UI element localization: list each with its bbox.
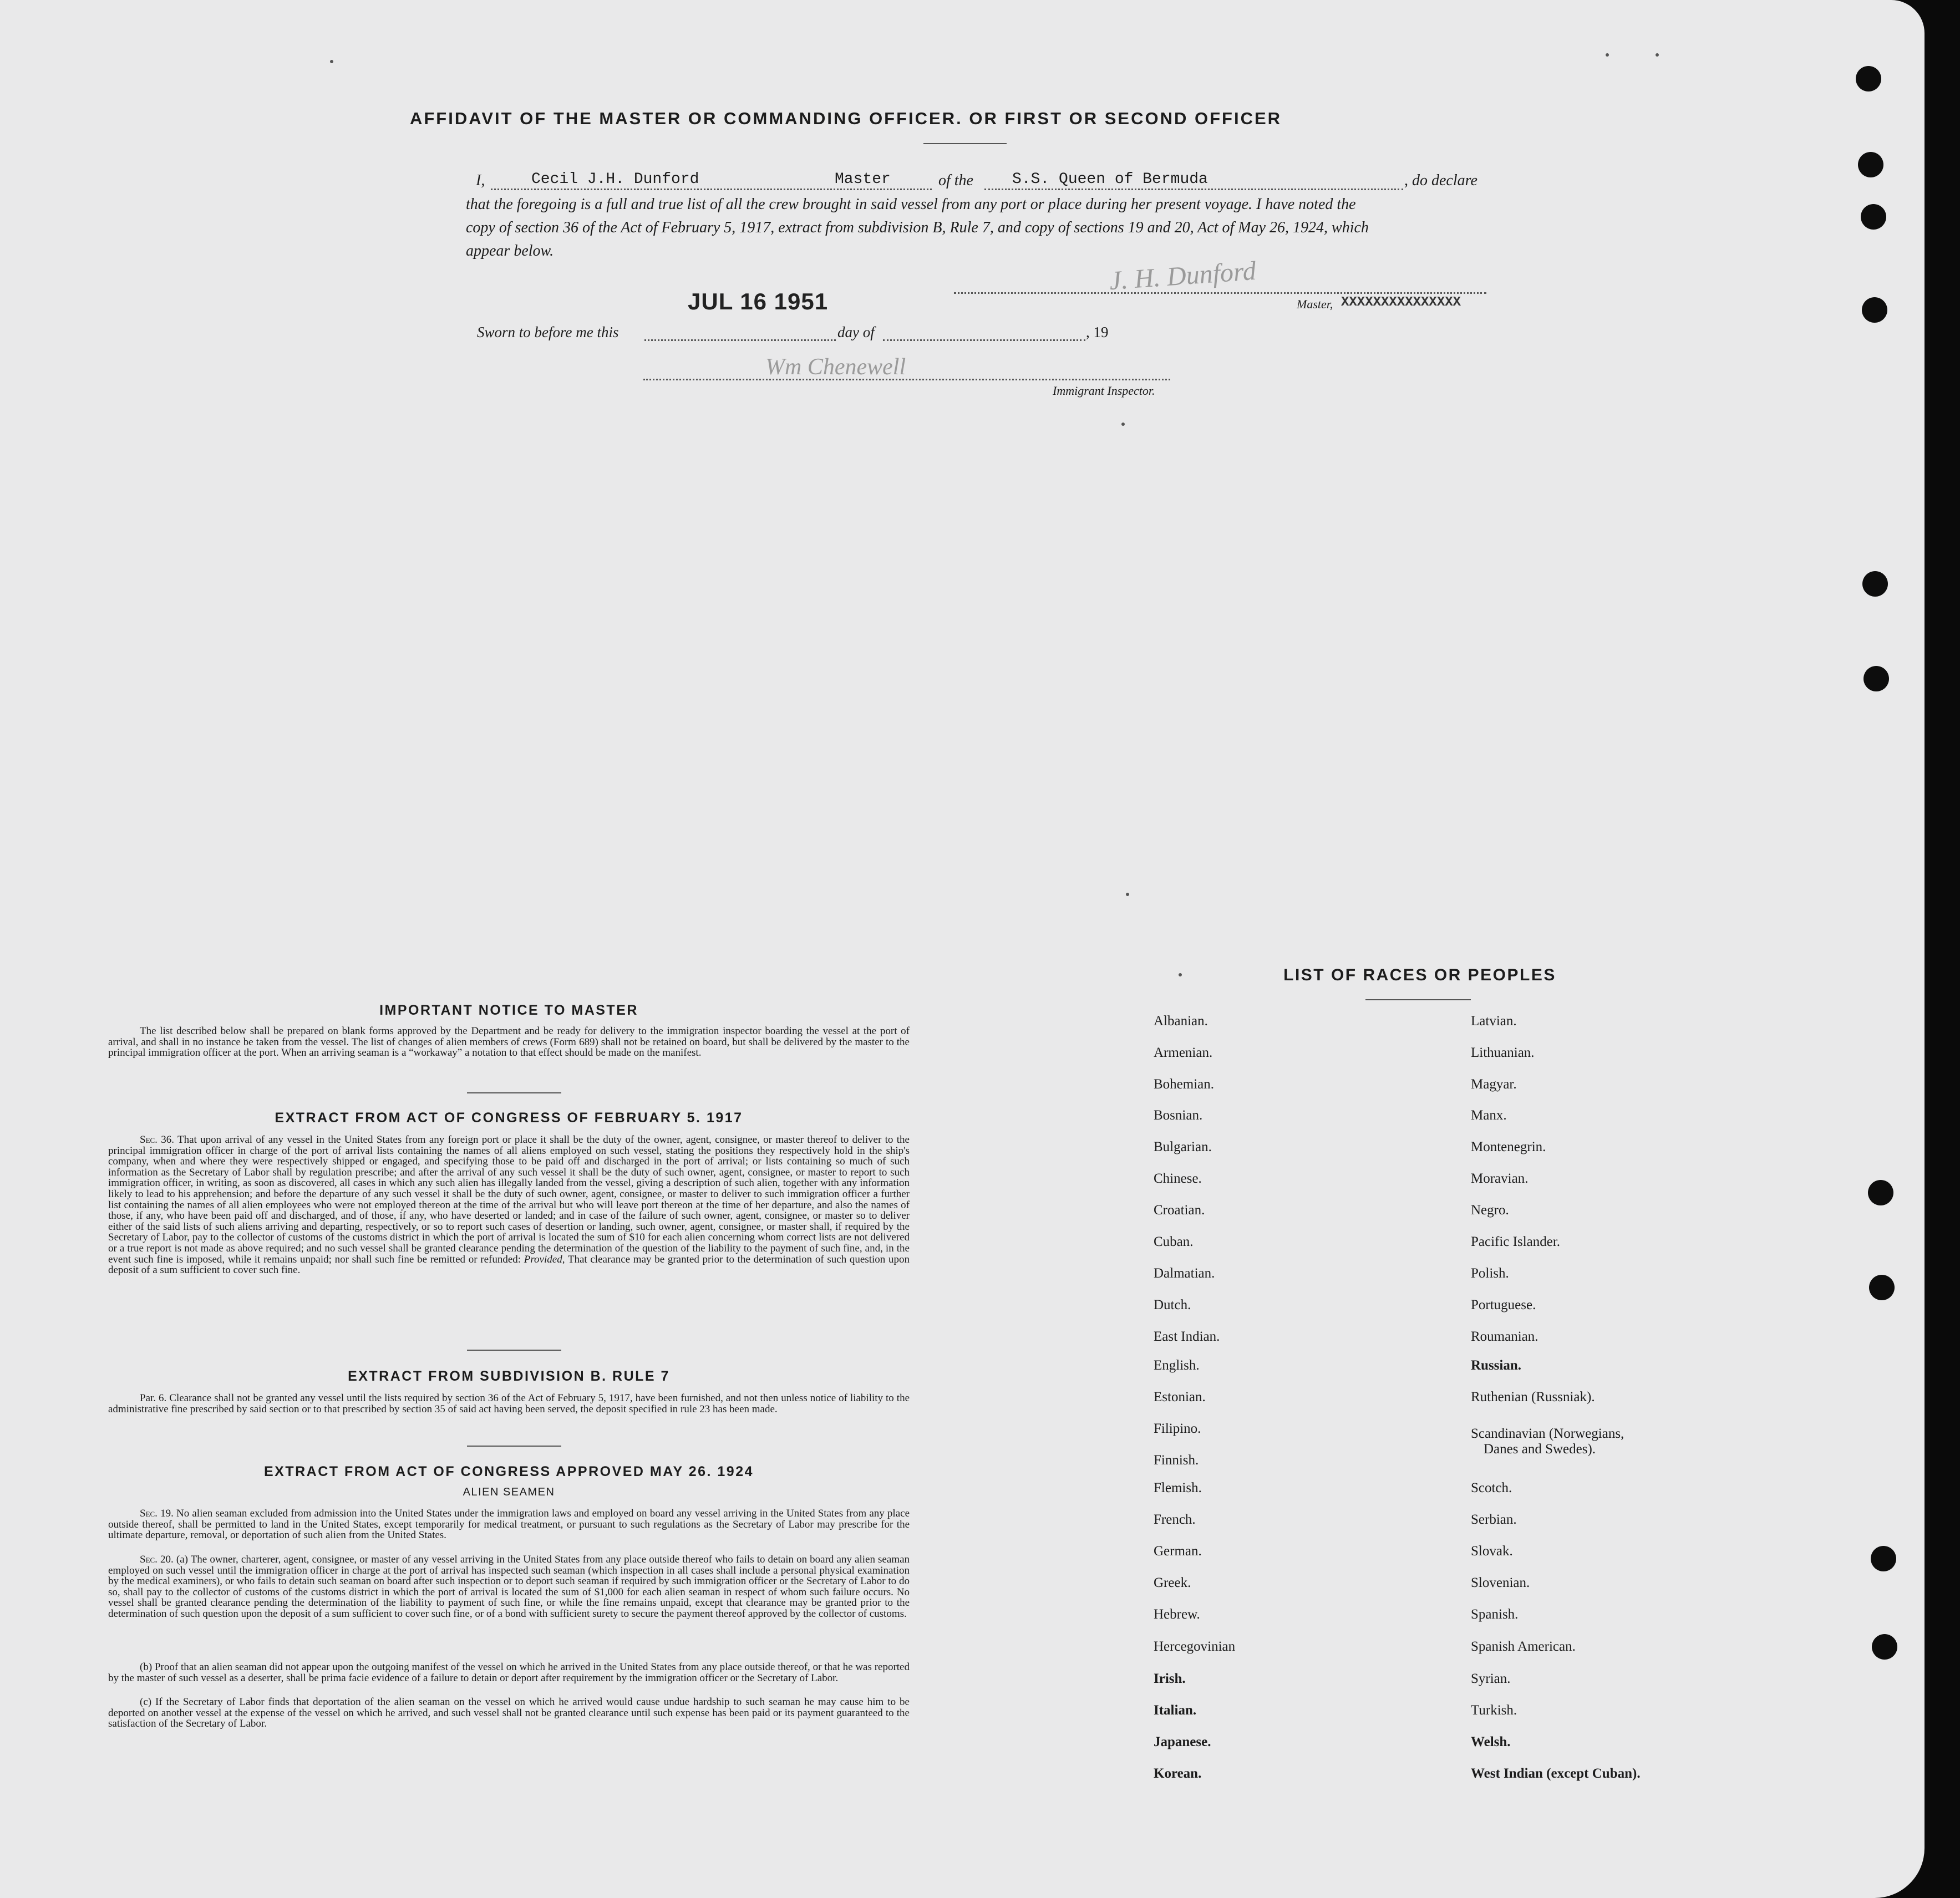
binder-hole <box>1868 1180 1893 1205</box>
binder-hole <box>1861 204 1886 230</box>
master-signature: J. H. Dunford <box>1108 256 1257 296</box>
binder-hole <box>1869 1275 1895 1300</box>
vessel-field: S.S. Queen of Bermuda <box>1012 171 1208 188</box>
section-divider <box>467 1092 561 1093</box>
race-item: Cuban. <box>1154 1234 1194 1249</box>
race-item: Danes and Swedes). <box>1484 1442 1596 1457</box>
race-item: German. <box>1154 1544 1202 1559</box>
affidavit-intro: I, <box>476 172 485 189</box>
paper-speck <box>1179 973 1182 976</box>
extract-1924-title: EXTRACT FROM ACT OF CONGRESS APPROVED MAY 26. 1924 <box>263 1464 754 1479</box>
sec-36-label: Sec. 36. <box>140 1134 175 1146</box>
race-item: Flemish. <box>1154 1480 1202 1495</box>
race-item: Russian. <box>1471 1358 1522 1373</box>
provided-word: Provided, <box>524 1253 565 1265</box>
race-item: Finnish. <box>1154 1453 1199 1468</box>
section-divider <box>467 1446 561 1447</box>
race-item: Manx. <box>1471 1108 1507 1123</box>
race-item: English. <box>1154 1358 1200 1373</box>
par-6-label: Par. 6. <box>140 1392 167 1404</box>
race-item: Scotch. <box>1471 1480 1512 1495</box>
sec-36-body: That upon arrival of any vessel in the United States from any foreign port or place it shall be the duty of the owner, agent, consignee, or master thereof to deliver to the principal immigration officer in charge of the port of arrival lists containing the names of all aliens employed on such vessel, stating the positions they respectively hold in the ship's company, when and where they were respectively shipped or engaged, and specifying those to be paid off and discharged in the port of arrival; or lists containing so much of such information as the Secretary of Labor shall by regulation prescribe; and after the arrival of any such vessel it shall be the duty of such owner, agent, consignee, or master to report to such immigration officer, in writing, as soon as discovered, all cases in which any such alien has illegally landed from the vessel, giving a description of such alien, together with any information likely to lead to his apprehension; and before the departure of any such vessel it shall be the duty of such owner, agent, consignee, or master to deliver to such immigration officer a further list containing the names of all alien employees who were not employed thereon at the time of the arrival but who will leave port thereon at the time of her departure, and also the names of those, if any, who have been paid off and discharged, and of those, if any, who have deserted or landed; and in case of the failure of such owner, agent, consignee, or master so to deliver either of the said lists of such aliens arriving and departing, respectively, or so to report such cases of desertion or landing, such owner, agent, consignee, or master shall, if required by the Secretary of Labor, pay to the collector of customs of the customs district in which the port of arrival is located the sum of $10 for each alien concerning whom correct lists are not delivered or a true report is not made as above required; and no such vessel shall be granted clearance pending the determination of the question of the liability to the payment of such fine, and, in the event such fine is imposed, while it remains unpaid; nor shall such fine be remitted or refunded: <box>108 1134 910 1265</box>
sec-19-body: No alien seaman excluded from admission into the United States under the immigration laws and employed on board any vessel arriving in the United States from any place outside thereof, shall be permitted to land in the United States, except temporarily for medical treatment, or pursuant to such regulations as the Secretary of Labor may prescribe for the ultimate departure, removal, or deportation of such alien from the United States. <box>108 1508 910 1541</box>
rank-field: Master <box>835 171 891 188</box>
race-item: West Indian (except Cuban). <box>1471 1766 1641 1781</box>
alien-seamen-subtitle: ALIEN SEAMEN <box>463 1486 555 1498</box>
master-struck-text: XXXXXXXXXXXXXXX <box>1341 295 1461 310</box>
race-item: Slovenian. <box>1471 1575 1530 1590</box>
race-item: Welsh. <box>1471 1734 1511 1749</box>
sworn-day-dotline <box>644 339 836 341</box>
extract-1917-text <box>108 1134 910 1276</box>
race-item: Albanian. <box>1154 1014 1208 1029</box>
race-item: French. <box>1154 1512 1196 1527</box>
race-item: Spanish American. <box>1471 1639 1576 1654</box>
race-item: Spanish. <box>1471 1607 1519 1622</box>
paper-speck <box>1606 53 1609 57</box>
race-item: Croatian. <box>1154 1203 1205 1218</box>
sec-20c-body: (c) If the Secretary of Labor finds that deportation of the alien seaman on the vessel on which he arrived would cause undue hardship to such seaman he may cause him to be deported on another vessel at the expense of the vessel on which he arrived, and such vessel shall not be granted clearance until such expense has been paid or its payment guaranteed to the satisfaction of the Secretary of Labor. <box>108 1696 910 1730</box>
notice-text <box>108 1026 910 1059</box>
sworn-label: Sworn to before me this <box>477 324 619 340</box>
binder-hole <box>1872 1634 1897 1660</box>
binder-hole <box>1863 666 1889 691</box>
race-item: East Indian. <box>1154 1329 1220 1344</box>
race-item: Roumanian. <box>1471 1329 1538 1344</box>
inspector-label: Immigrant Inspector. <box>1053 384 1155 398</box>
race-item: Negro. <box>1471 1203 1509 1218</box>
sec-36-body-end: That clearance may be granted prior to the determination of such question upon deposit of a sum sufficient to cover such fine. <box>108 1253 910 1276</box>
race-item: Magyar. <box>1471 1077 1517 1092</box>
binder-hole <box>1862 571 1888 597</box>
master-signature-dotline <box>954 292 1486 294</box>
race-item: Montenegrin. <box>1471 1139 1546 1154</box>
notice-title: IMPORTANT NOTICE TO MASTER <box>379 1003 638 1018</box>
date-stamp: JUL 16 1951 <box>688 288 829 314</box>
affidavit-body-line-1: that the foregoing is a full and true list of all the crew brought in said vessel from any port or place during her present voyage. I have noted the <box>466 196 1356 213</box>
race-item: Pacific Islander. <box>1471 1234 1561 1249</box>
of-the-label: of the <box>938 172 973 189</box>
name-dotline <box>491 189 932 190</box>
inspector-dotline <box>643 379 1170 380</box>
race-item: Scandinavian (Norwegians, <box>1471 1426 1624 1441</box>
sec-20-label: Sec. 20. <box>140 1554 174 1565</box>
race-item: Moravian. <box>1471 1171 1529 1186</box>
race-item: Korean. <box>1154 1766 1202 1781</box>
race-item: Bohemian. <box>1154 1077 1215 1092</box>
race-item: Lithuanian. <box>1471 1045 1535 1060</box>
sec-20b-text <box>108 1662 910 1683</box>
race-item: Bosnian. <box>1154 1108 1203 1123</box>
race-item: Hercegovinian <box>1154 1639 1236 1654</box>
master-name-field: Cecil J.H. Dunford <box>531 171 699 188</box>
sec-20b-body: (b) Proof that an alien seaman did not appear upon the outgoing manifest of the vessel on which he arrived in the United States from any place outside thereof, or that he was reported by the master of such vessel as a deserter, shall be prima facie evidence of a failure to detain or deport after requirement by the immigration officer or the Secretary of Labor. <box>108 1661 910 1684</box>
race-item: Filipino. <box>1154 1421 1201 1436</box>
race-item: Hebrew. <box>1154 1607 1200 1622</box>
binder-hole <box>1856 66 1881 91</box>
day-of-label: day of <box>837 324 875 340</box>
master-label: Master, <box>1297 297 1333 311</box>
races-title: LIST OF RACES OR PEOPLES <box>1283 966 1556 984</box>
race-item: Chinese. <box>1154 1171 1202 1186</box>
affidavit-title: AFFIDAVIT OF THE MASTER OR COMMANDING OFFICER. OR FIRST OR SECOND OFFICER <box>409 109 1282 128</box>
title-underline <box>923 143 1007 144</box>
race-item: Irish. <box>1154 1671 1186 1686</box>
race-item: Polish. <box>1471 1266 1509 1281</box>
rule-7-text <box>108 1393 910 1414</box>
race-item: Latvian. <box>1471 1014 1517 1029</box>
par-6-body: Clearance shall not be granted any vessel until the lists required by section 36 of the Act of February 5, 1917, have been furnished, and not then unless notice of liability to the administrative fine prescribed by said section or to that prescribed by section 35 of said act having been served, the deposit specified in rule 23 has been made. <box>108 1392 910 1415</box>
vessel-dotline <box>984 189 1403 190</box>
sec-19-label: Sec. 19. <box>140 1508 174 1519</box>
sec-20c-text <box>108 1697 910 1729</box>
race-item: Greek. <box>1154 1575 1191 1590</box>
race-item: Bulgarian. <box>1154 1139 1212 1154</box>
race-item: Portuguese. <box>1471 1297 1536 1312</box>
binder-hole <box>1862 297 1887 323</box>
race-item: Japanese. <box>1154 1734 1211 1749</box>
paper-speck <box>1656 53 1659 57</box>
race-item: Syrian. <box>1471 1671 1511 1686</box>
paper-speck <box>1121 423 1125 426</box>
sec-20a-text <box>108 1554 910 1620</box>
race-item: Estonian. <box>1154 1390 1206 1405</box>
year-label: , 19 <box>1086 324 1109 340</box>
race-item: Turkish. <box>1471 1703 1517 1718</box>
notice-body: The list described below shall be prepared on blank forms approved by the Department and be ready for delivery to the immigration inspector boarding the vessel at the port of arrival, and shall in no instance be taken from the vessel. The list of changes of alien members of crews (Form 689) shall not be retained on board, but shall be delivered by the master to the principal immigration officer at the port. When an arriving seaman is a “workaway” a notation to that effect should be made on the manifest. <box>108 1025 910 1059</box>
rule-7-title: EXTRACT FROM SUBDIVISION B. RULE 7 <box>348 1368 670 1384</box>
race-item: Italian. <box>1154 1703 1197 1718</box>
affidavit-body-line-3: appear below. <box>466 242 554 259</box>
binder-hole <box>1858 152 1883 177</box>
sec-20a-body: (a) The owner, charterer, agent, consignee, or master of any vessel arriving in the United States from any place outside thereof who fails to detain on board any alien seaman employed on such vessel until the immigration officer in charge at the port of arrival has inspected such seaman (which inspection in all cases shall include a personal physical examination by the medical examiners), or who fails to detain such seaman on board after such inspection or to deport such seaman if required by such immigration officer or the Secretary of Labor to do so, shall pay to the collector of customs of the customs district in which the port of arrival is located the sum of $1,000 for each alien seaman in respect of whom such failure occurs. No vessel shall be granted clearance pending the determination of the liability to payment of such fine, or while the fine remains unpaid, except that clearance may be granted prior to the determination of such question upon the deposit of a sum sufficient to cover such fine, or of a bond with sufficient surety to secure the payment thereof approved by the collector of customs. <box>108 1554 910 1620</box>
sworn-month-dotline <box>883 339 1085 341</box>
paper-speck <box>330 60 333 63</box>
sec-19-text <box>108 1508 910 1541</box>
affidavit-body-line-2: copy of section 36 of the Act of February 5, 1917, extract from subdivision B, Rule 7, and copy of sections 19 and 20, Act of May 26, 1924, which <box>466 219 1369 236</box>
inspector-signature: Wm Chenewell <box>765 354 906 380</box>
race-item: Serbian. <box>1471 1512 1517 1527</box>
race-item: Dutch. <box>1154 1297 1191 1312</box>
race-item: Ruthenian (Russniak). <box>1471 1390 1595 1405</box>
races-title-underline <box>1365 999 1471 1000</box>
section-divider <box>467 1350 561 1351</box>
race-item: Dalmatian. <box>1154 1266 1215 1281</box>
do-declare-label: , do declare <box>1404 172 1477 189</box>
extract-1917-title: EXTRACT FROM ACT OF CONGRESS OF FEBRUARY 5. 1917 <box>275 1110 743 1126</box>
paper-speck <box>1126 893 1129 896</box>
race-item: Armenian. <box>1154 1045 1213 1060</box>
race-item: Slovak. <box>1471 1544 1513 1559</box>
binder-hole <box>1871 1546 1896 1571</box>
